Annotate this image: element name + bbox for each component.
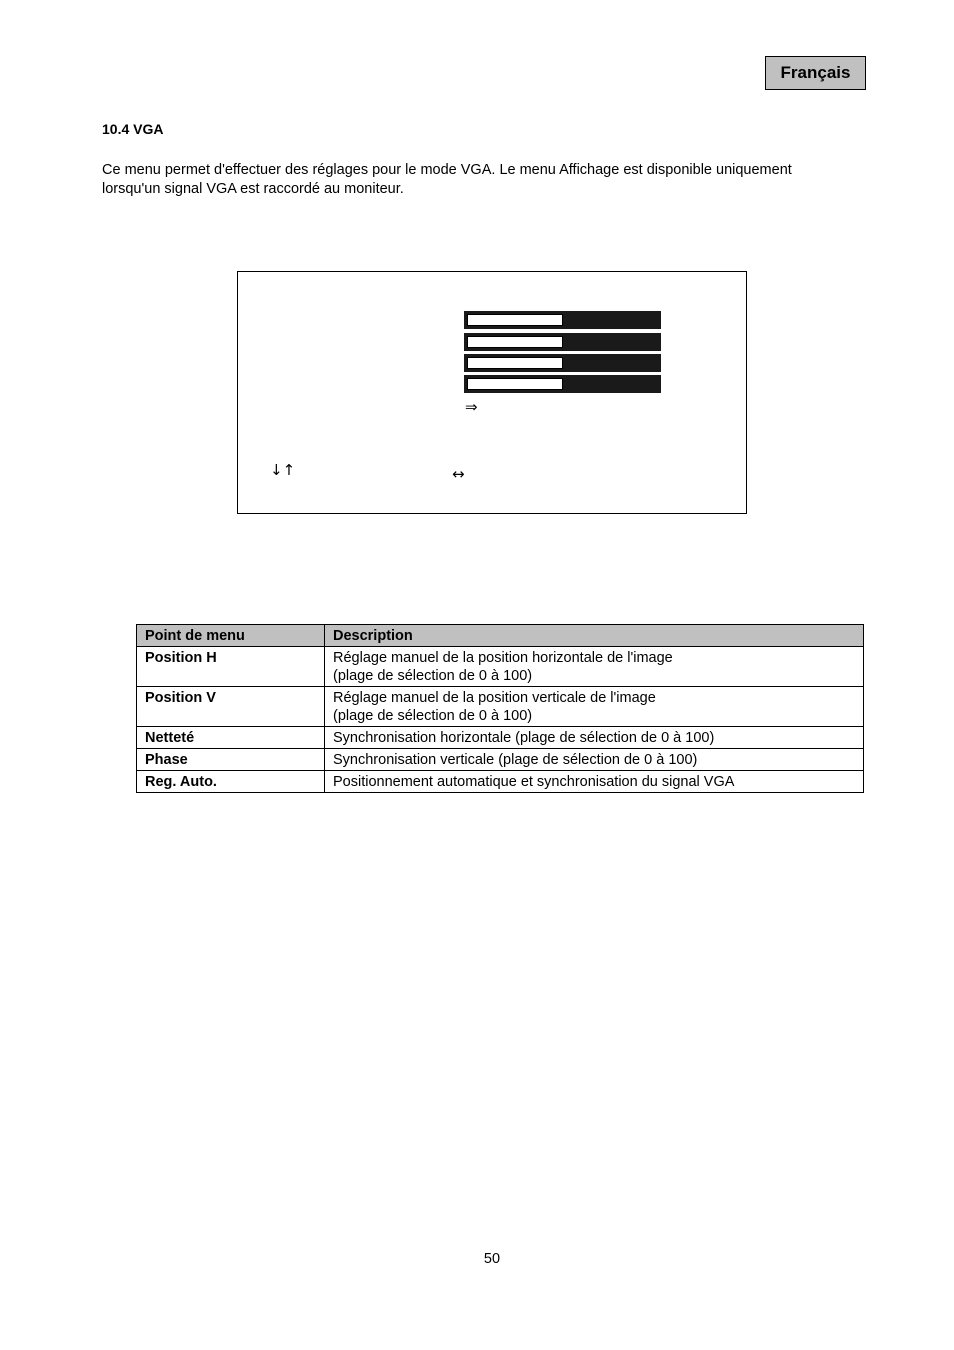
description-line: (plage de sélection de 0 à 100): [333, 708, 533, 724]
description-line: (plage de sélection de 0 à 100): [333, 668, 533, 684]
column-header-menu-item: Point de menu: [137, 625, 325, 647]
table-row: [137, 647, 864, 687]
double-arrow-right-icon: ⇒: [465, 398, 478, 416]
menu-item-name: Reg. Auto.: [137, 771, 325, 793]
osd-slider-bar: [464, 311, 661, 329]
osd-slider-fill: [467, 314, 563, 326]
table-header-row: [137, 625, 864, 647]
table-row: [137, 727, 864, 749]
description-line: Synchronisation horizontale (plage de sélection de 0 à 100): [333, 730, 715, 746]
left-right-arrow-icon: ↔: [452, 465, 465, 483]
intro-line-1: Ce menu permet d'effectuer des réglages pour le mode VGA. Le menu Affichage est disponible uniquement: [102, 162, 792, 178]
menu-item-description: [325, 687, 864, 727]
menu-item-name: Position V: [137, 687, 325, 727]
osd-slider-fill: [467, 336, 563, 348]
section-title: 10.4 VGA: [102, 121, 164, 137]
description-line: Réglage manuel de la position horizontale de l'image: [333, 650, 673, 666]
table-row: [137, 771, 864, 793]
menu-item-description: [325, 771, 864, 793]
page-number: 50: [483, 1251, 501, 1267]
menu-item-name: Phase: [137, 749, 325, 771]
language-badge: Français: [765, 56, 866, 90]
table-row: [137, 749, 864, 771]
menu-item-description: [325, 749, 864, 771]
osd-slider-bar: [464, 333, 661, 351]
osd-slider-bar: [464, 375, 661, 393]
intro-paragraph: [102, 161, 872, 199]
description-line: Réglage manuel de la position verticale de l'image: [333, 690, 656, 706]
osd-slider-fill: [467, 357, 563, 369]
intro-line-2: lorsqu'un signal VGA est raccordé au moniteur.: [102, 181, 404, 197]
osd-slider-fill: [467, 378, 563, 390]
column-header-description: Description: [325, 625, 864, 647]
up-down-arrow-icon: ↓↑: [270, 461, 296, 479]
menu-items-table: [136, 624, 864, 793]
description-line: Positionnement automatique et synchronisation du signal VGA: [333, 774, 735, 790]
menu-item-name: Position H: [137, 647, 325, 687]
menu-item-description: [325, 647, 864, 687]
menu-item-name: Netteté: [137, 727, 325, 749]
osd-menu-illustration: [237, 271, 747, 514]
osd-slider-bar: [464, 354, 661, 372]
table-row: [137, 687, 864, 727]
menu-item-description: [325, 727, 864, 749]
description-line: Synchronisation verticale (plage de sélection de 0 à 100): [333, 752, 698, 768]
